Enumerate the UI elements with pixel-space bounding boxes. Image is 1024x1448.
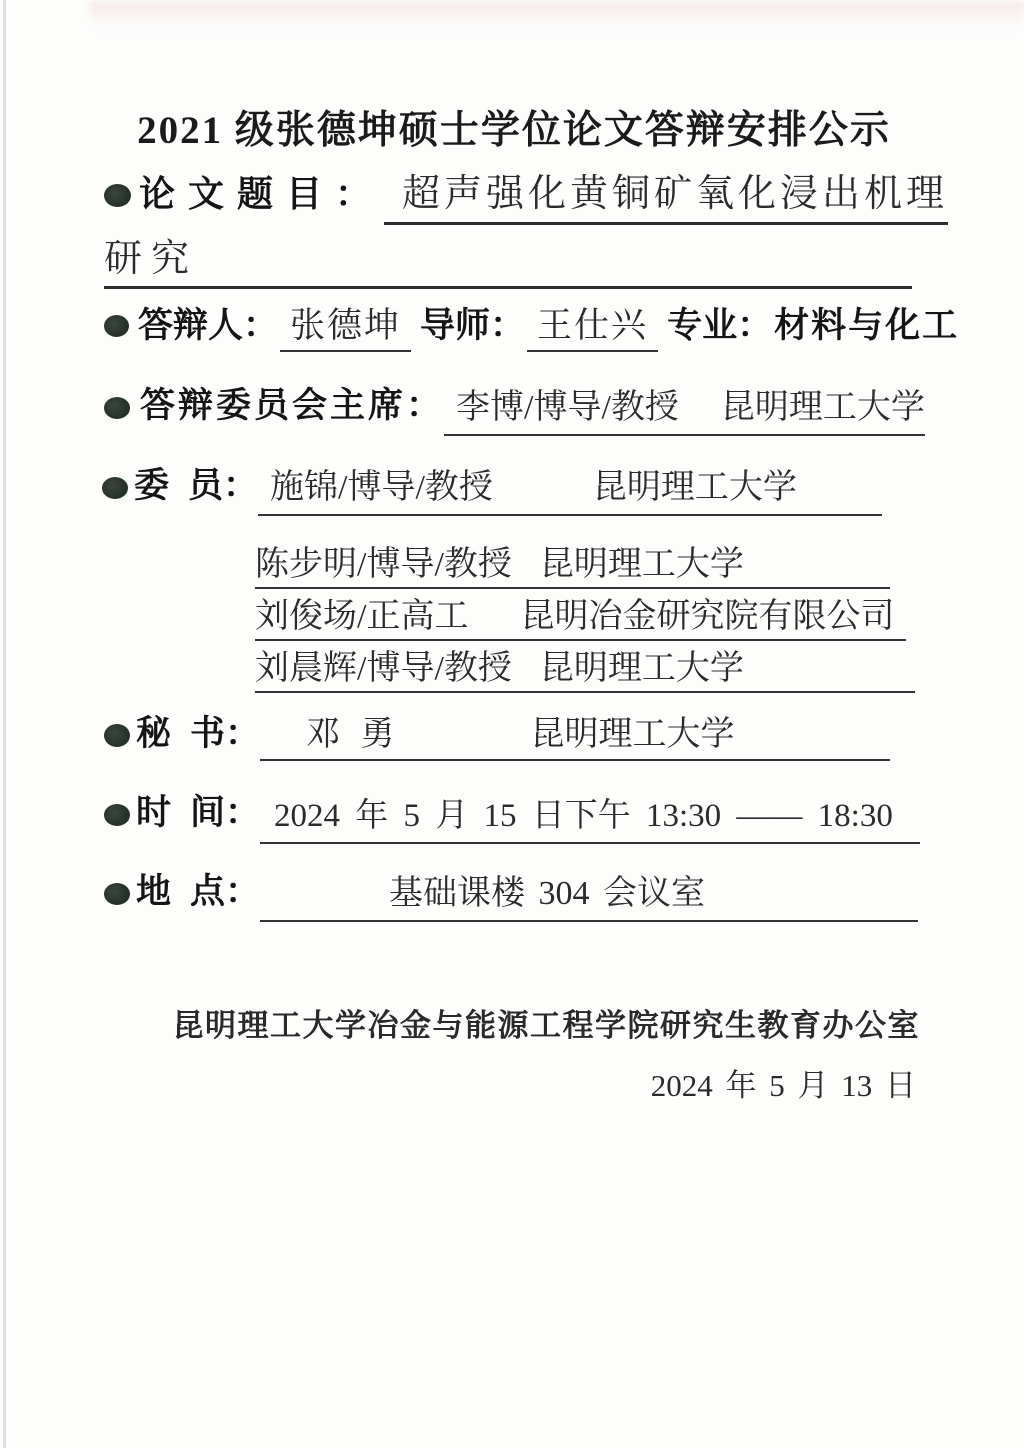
secretary-label <box>136 714 260 753</box>
thesis-title-row-continuation <box>104 236 912 289</box>
member-name: 施锦/博导/教授 <box>270 469 493 506</box>
major-value: 材料与化工 <box>774 306 960 345</box>
footer-office-name: 昆明理工大学冶金与能源工程学院研究生教育办公室 <box>172 1008 920 1043</box>
secretary-org: 昆明理工大学 <box>530 716 735 753</box>
time-row <box>104 794 920 844</box>
thesis-title-value-line2: 研究 <box>104 236 912 289</box>
member-org: 昆明理工大学 <box>539 546 744 583</box>
thesis-title-label: 论文题目： <box>139 174 385 214</box>
thesis-title-row <box>104 172 949 225</box>
committee-member-label-char1: 委 <box>134 466 170 505</box>
committee-member-value <box>255 546 890 589</box>
committee-member-label <box>134 466 258 506</box>
committee-chair-name: 李博/博导/教授 <box>456 389 679 426</box>
committee-member-value <box>255 598 906 641</box>
secretary-name: 邓 勇 <box>306 716 401 753</box>
secretary-value <box>260 714 890 761</box>
bullet-icon <box>104 804 130 826</box>
place-row <box>104 872 918 922</box>
committee-member-value <box>255 650 915 693</box>
bullet-icon <box>104 883 130 905</box>
bullet-icon <box>104 724 130 747</box>
committee-chair-value <box>444 386 925 436</box>
major-label: 专业： <box>667 306 773 345</box>
secretary-row <box>104 714 890 761</box>
thesis-title-value-line1: 超声强化黄铜矿氧化浸出机理 <box>384 172 948 225</box>
place-label-char2: 点： <box>189 872 260 911</box>
page-title: 2021 级张德坤硕士学位论文答辩安排公示 <box>137 109 891 152</box>
committee-chair-label: 答辩委员会主席： <box>140 386 445 425</box>
bullet-icon <box>104 315 129 337</box>
member-name: 陈步明/博导/教授 <box>255 546 512 583</box>
committee-member-value <box>258 466 882 516</box>
member-name: 刘俊场/正高工 <box>255 598 469 635</box>
committee-chair-row <box>104 386 924 436</box>
member-name: 刘晨辉/博导/教授 <box>255 650 512 687</box>
time-label-char2: 间： <box>189 793 260 832</box>
committee-member-row <box>255 546 890 589</box>
scan-artifact-top-smear <box>90 2 1024 28</box>
time-value: 2024 年 5 月 15 日下午 13:30 —— 18:30 <box>260 794 920 844</box>
bullet-icon <box>104 397 130 419</box>
bullet-icon <box>104 184 131 207</box>
defender-name: 张德坤 <box>280 306 411 352</box>
secretary-label-char2: 书： <box>189 714 260 753</box>
place-label <box>136 872 260 911</box>
defender-row <box>104 306 960 352</box>
place-label-char1: 地 <box>136 872 172 911</box>
committee-member-row <box>104 466 882 516</box>
footer-date: 2024 年 5 月 13 日 <box>650 1068 916 1103</box>
time-label-char1: 时 <box>136 793 172 832</box>
member-org: 昆明理工大学 <box>592 469 797 506</box>
secretary-label-char1: 秘 <box>136 714 172 753</box>
scan-artifact-left-edge <box>3 0 6 1448</box>
supervisor-label: 导师： <box>420 306 526 345</box>
place-value: 基础课楼 304 会议室 <box>389 875 705 912</box>
committee-chair-org: 昆明理工大学 <box>720 389 925 426</box>
place-value-underline <box>260 872 918 922</box>
committee-member-row <box>255 650 915 693</box>
supervisor-name: 王仕兴 <box>527 306 658 352</box>
committee-member-label-char2: 员： <box>187 466 258 505</box>
member-org: 昆明理工大学 <box>539 650 744 687</box>
bullet-icon <box>102 477 128 499</box>
defender-label: 答辩人： <box>138 306 279 345</box>
member-org: 昆明冶金研究院有限公司 <box>520 598 895 635</box>
time-label <box>136 794 260 832</box>
committee-member-row <box>255 598 906 641</box>
